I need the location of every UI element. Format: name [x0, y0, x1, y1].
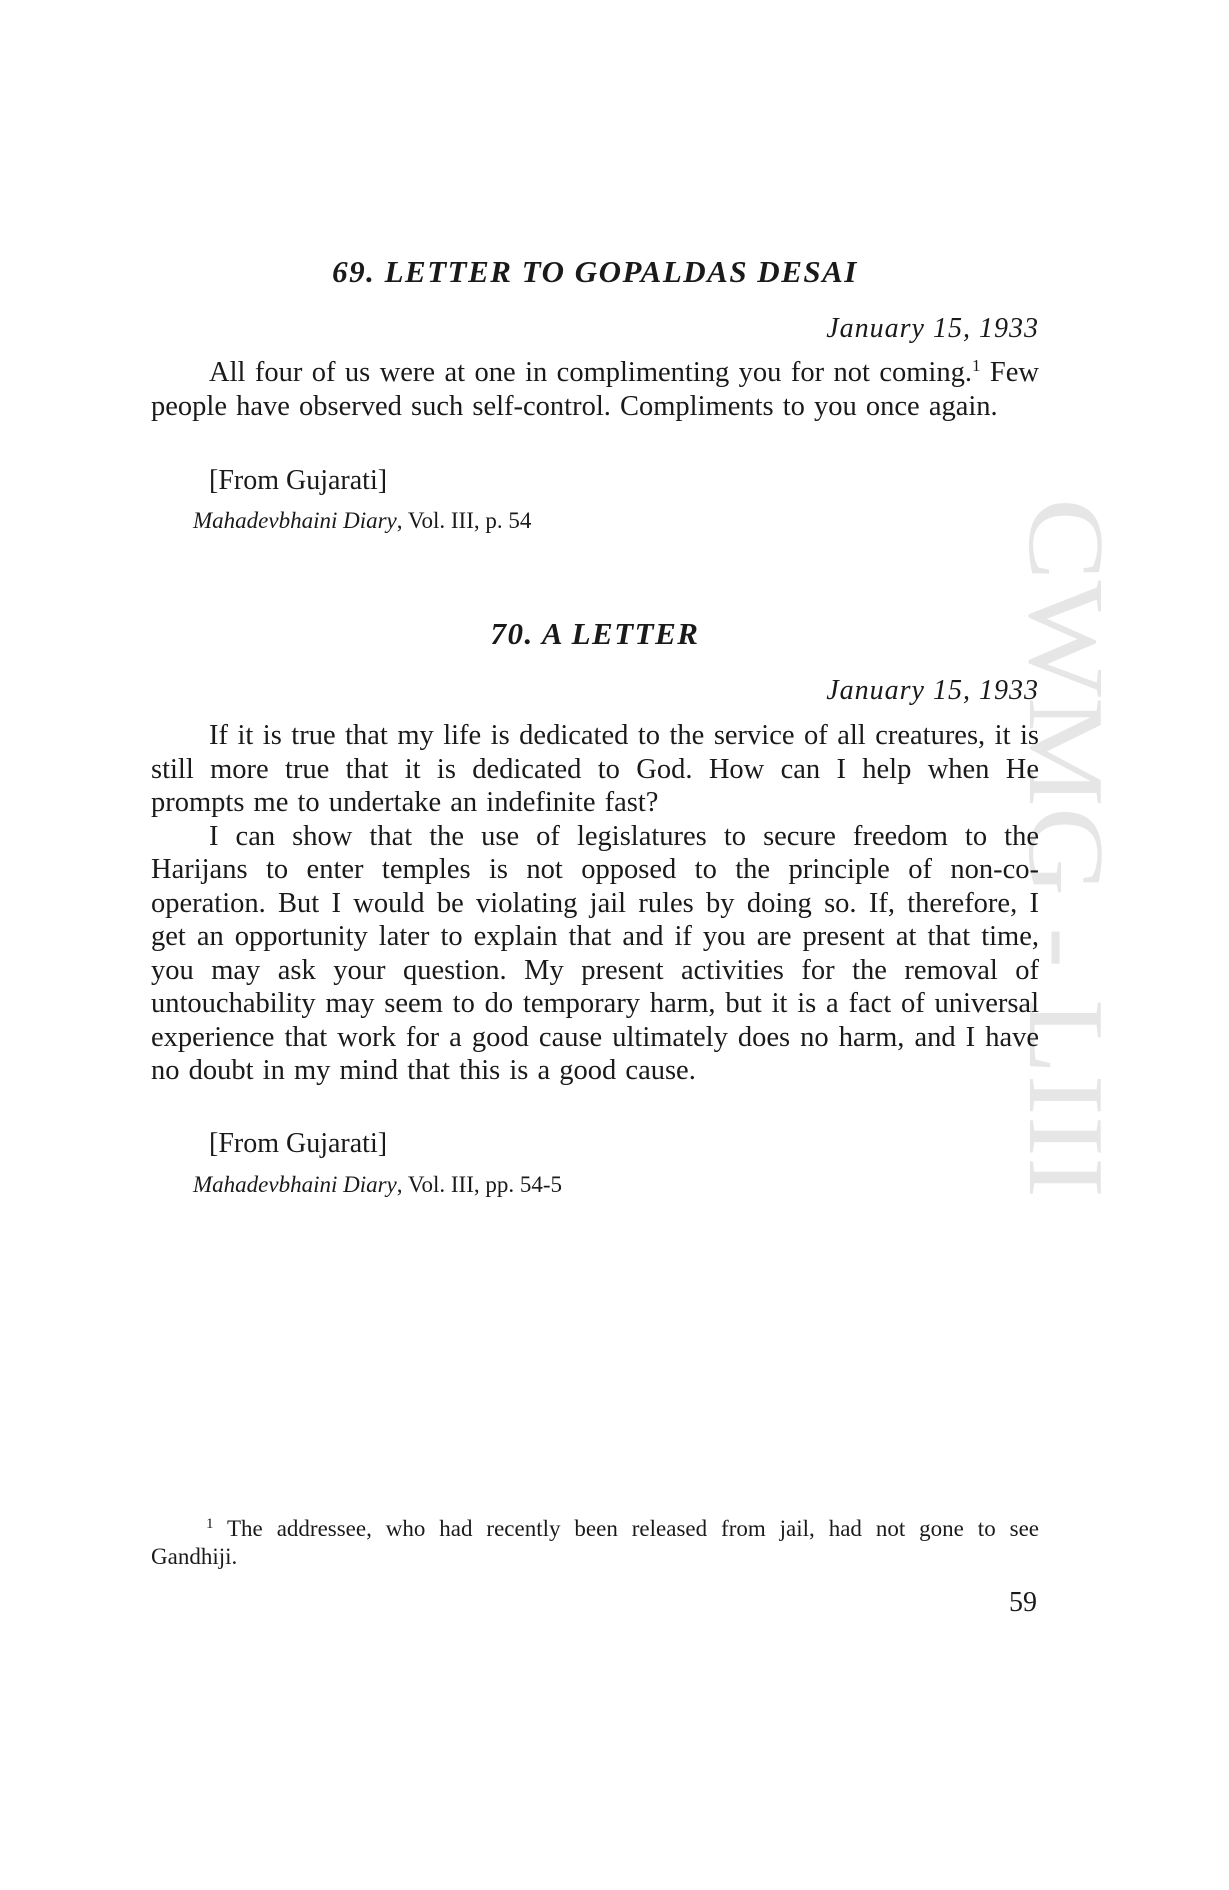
- letter-69-source: [151, 464, 1039, 497]
- citation: [193, 1170, 1039, 1200]
- citation-details: , Vol. III, p. 54: [396, 508, 532, 533]
- letter-70-citation: [151, 1170, 1039, 1200]
- footnote: [151, 1515, 1039, 1571]
- page-number: 59: [1009, 1587, 1037, 1618]
- citation-title: Mahadevbhaini Diary: [193, 1172, 397, 1197]
- watermark-text: CWMG - LIII: [1010, 498, 1120, 1110]
- citation: [193, 506, 1039, 536]
- letter-69: [151, 254, 1039, 290]
- paragraph-text: All four of us were at one in complimenting you for not coming.: [209, 357, 972, 388]
- letter-heading: 69. LETTER TO GOPALDAS DESAI: [332, 254, 858, 289]
- letter-70: [151, 616, 1039, 652]
- citation-title: Mahadevbhaini Diary: [193, 508, 397, 533]
- letter-heading: 70. A LETTER: [490, 616, 700, 651]
- letter-69-date-block: [151, 313, 1039, 345]
- letter-paragraph: If it is true that my life is dedicated to the service of all creatures, it is still more true that it is dedicated to God. How can I help when He prompts me to undertake an indefinite fast?: [151, 720, 1039, 818]
- letter-70-source: [151, 1127, 1039, 1160]
- footnote-number: 1: [206, 1516, 214, 1532]
- letter-date: January 15, 1933: [826, 313, 1039, 344]
- letter-date: January 15, 1933: [826, 675, 1039, 706]
- source-note: [From Gujarati]: [209, 465, 388, 496]
- paragraph-text: Few people have observed such self-control. Compliments to you once again.: [151, 357, 1039, 422]
- citation-details: , Vol. III, pp. 54-5: [396, 1172, 563, 1197]
- footnote-text: The addressee, who had recently been released from jail, had not gone to see Gandhiji.: [151, 1516, 1039, 1569]
- letter-70-body: [151, 719, 1039, 1088]
- letter-70-date-block: [151, 675, 1039, 707]
- letter-paragraph: [151, 356, 1039, 423]
- source-note: [From Gujarati]: [209, 1128, 388, 1159]
- letter-69-citation: [151, 506, 1039, 536]
- letter-69-body: [151, 356, 1039, 423]
- footnote-reference: 1: [971, 356, 981, 375]
- letter-paragraph: I can show that the use of legislatures to secure freedom to the Harijans to enter temples is not opposed to the principle of non-co-operation. But I would be violating jail rules by doing so. If, therefore, I get an opportunity later to explain that and if you are present at that time, you may ask your question. My present activities for the removal of untouchability may seem to do temporary harm, but it is a fact of universal experience that work for a good cause ultimately does no harm, and I have no doubt in my mind that this is a good cause.: [151, 820, 1039, 1086]
